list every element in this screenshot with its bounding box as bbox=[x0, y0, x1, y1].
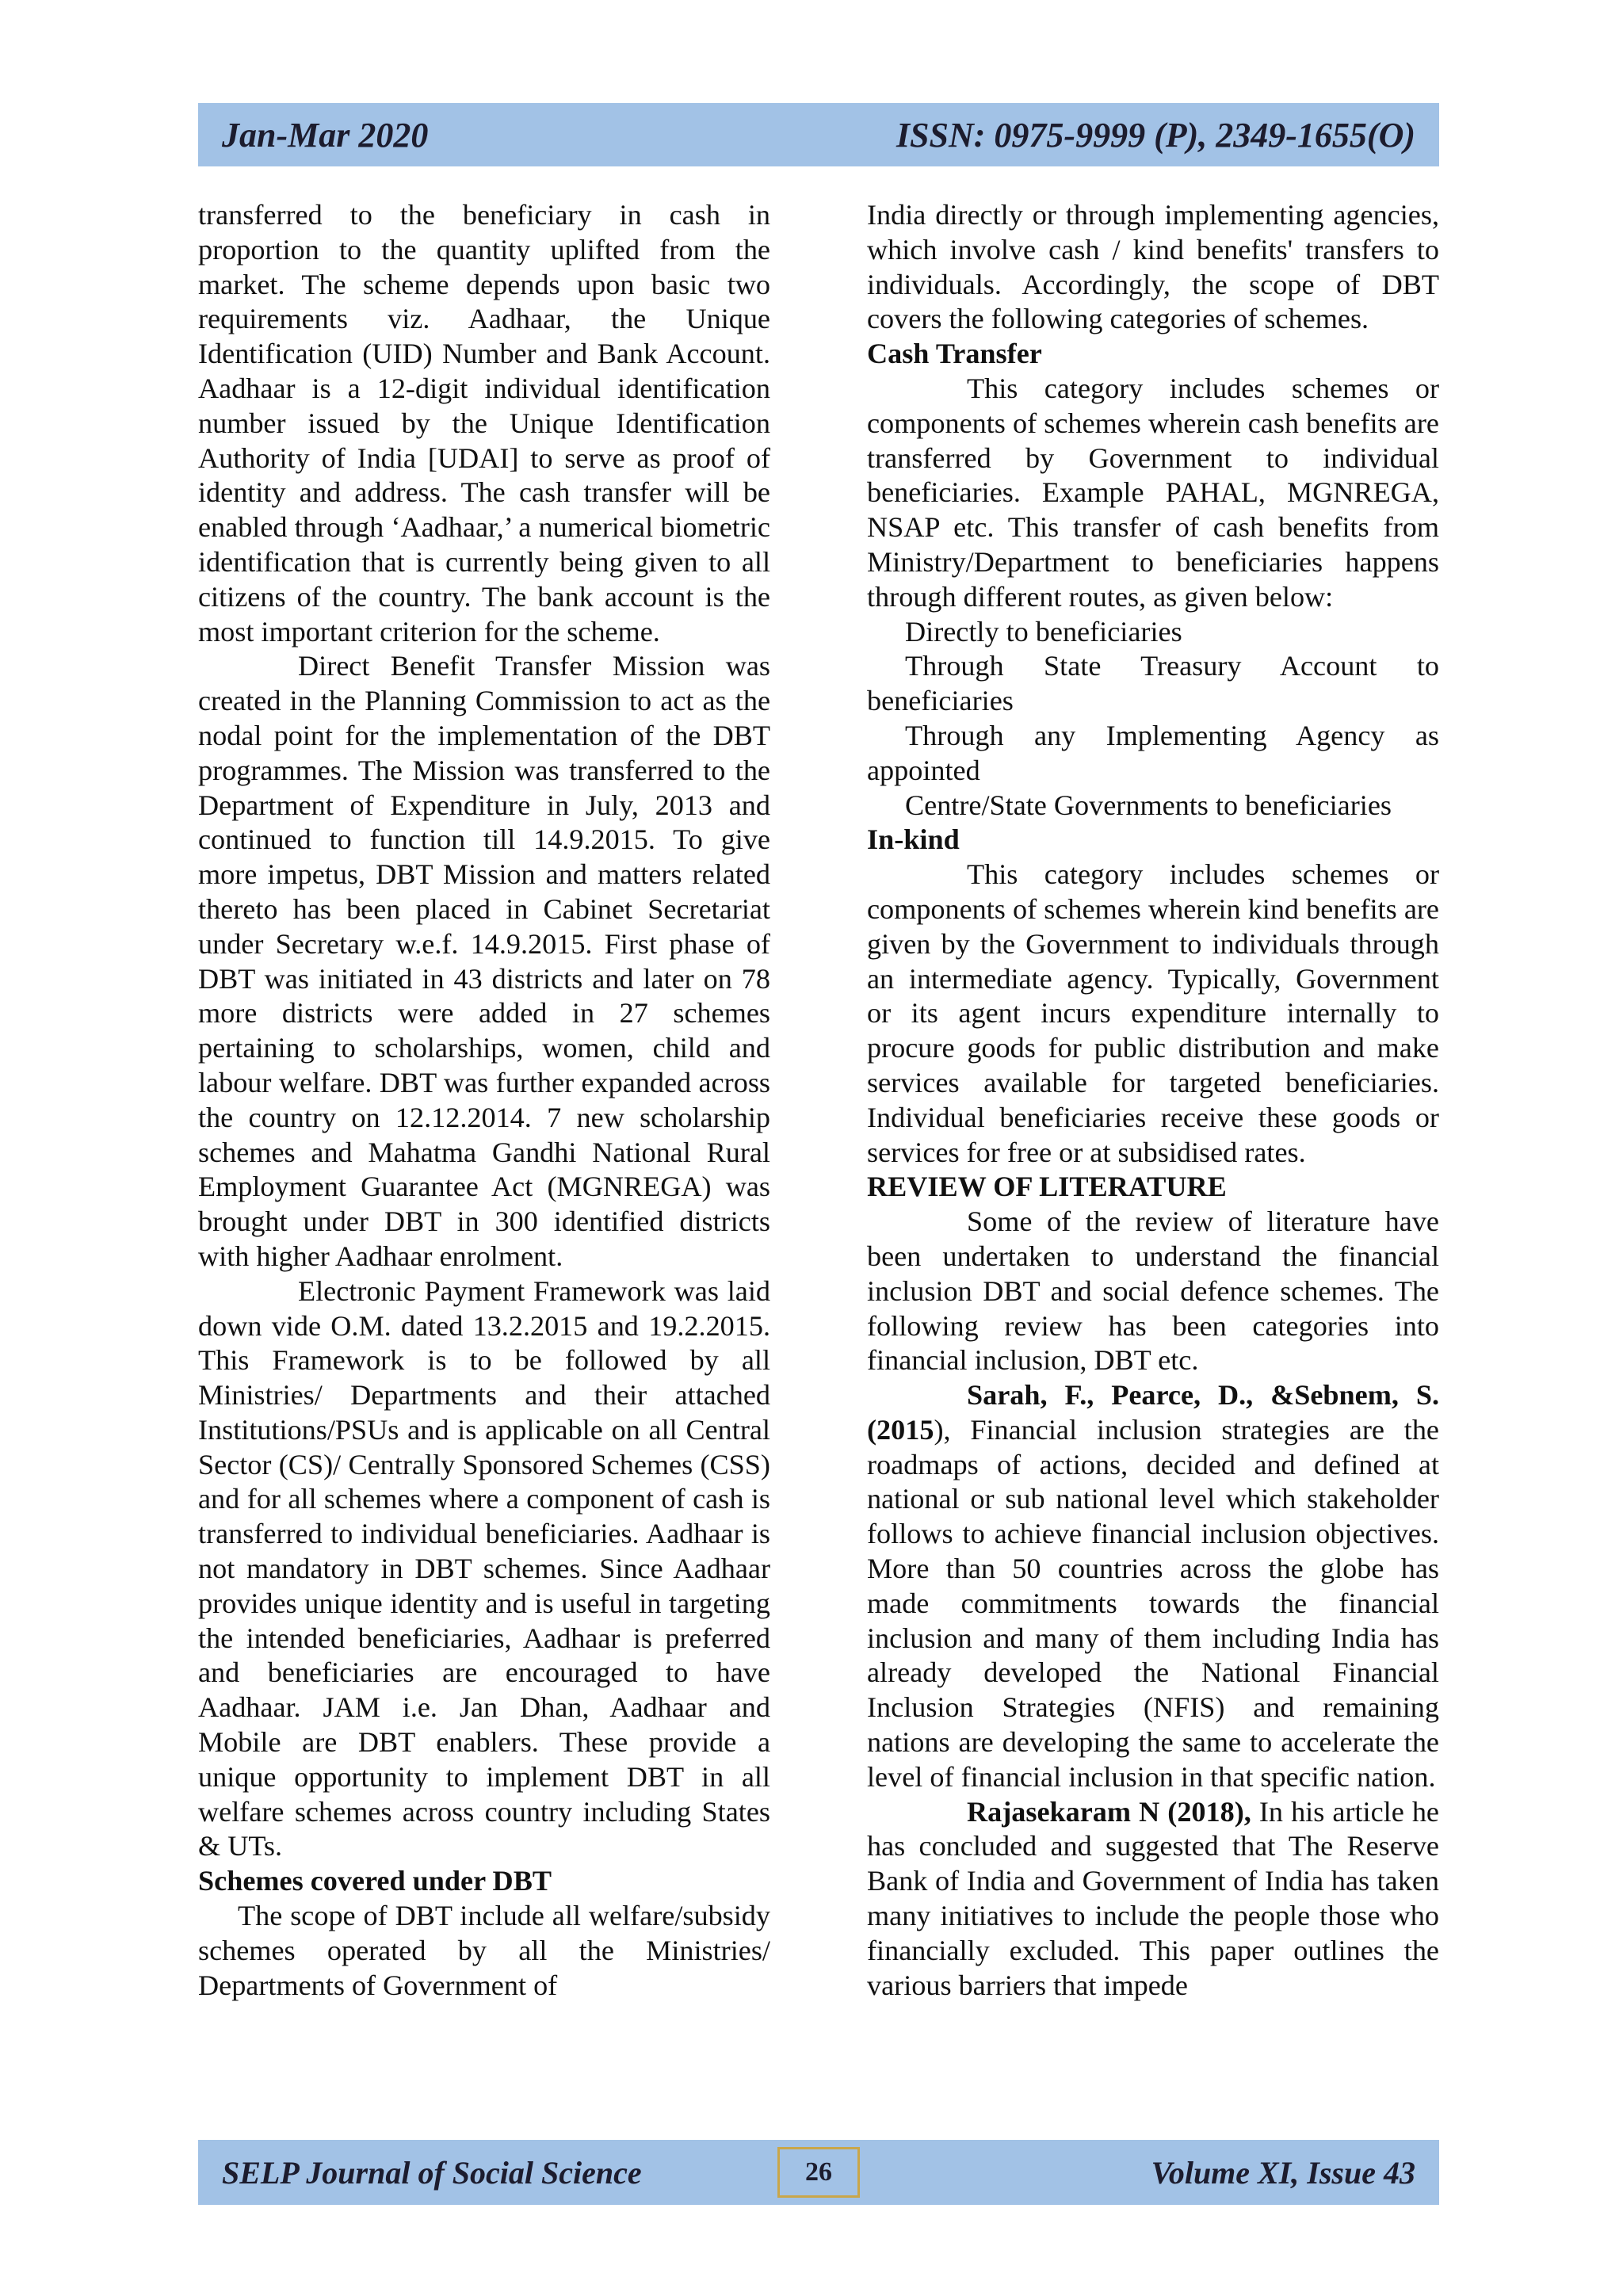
page-header bbox=[198, 103, 1439, 166]
reference-author: Rajasekaram N (2018), bbox=[967, 1795, 1251, 1828]
page-footer bbox=[198, 2140, 1439, 2205]
list-item: Centre/State Governments to beneficiaries bbox=[905, 789, 1392, 821]
paragraph: The scope of DBT include all welfare/subsidy schemes operated by all the Ministries/ Departments of Government of bbox=[198, 1900, 770, 2001]
section-heading-schemes: Schemes covered under DBT bbox=[198, 1865, 552, 1897]
volume-issue: Volume XI, Issue 43 bbox=[1151, 2154, 1415, 2191]
issue-date: Jan-Mar 2020 bbox=[222, 115, 429, 155]
right-column bbox=[867, 198, 1439, 2003]
list-item: Through any Implementing Agency as appointed bbox=[867, 719, 1439, 786]
reference-paragraph bbox=[867, 1378, 1439, 1795]
reference-text: In his article he has concluded and suggested that The Reserve Bank of India and Government of India has taken many initiatives to include the people those who financially excluded. This paper outlines the various barriers that impede bbox=[867, 1795, 1439, 2001]
list-item: Through State Treasury Account to beneficiaries bbox=[867, 650, 1439, 717]
reference-author: Sarah, F., Pearce, D., &Sebnem, S. bbox=[967, 1379, 1439, 1412]
paragraph: transferred to the beneficiary in cash in proportion to the quantity uplifted from the market. The scheme depends upon basic two requirements viz. Aadhaar, the Unique Identification (UID) Number and Bank Account. Aadhaar is a 12-digit individual identification number issued by the Unique Identification Authority of India [UDAI] to serve as proof of identity and address. The cash transfer will be enabled through ‘Aadhaar,’ a numerical biometric identification that is currently being given to all citizens of the country. The bank account is the most important criterion for the scheme. bbox=[198, 199, 770, 648]
paragraph: India directly or through implementing agencies, which involve cash / kind benefits' transfers to individuals. Accordingly, the scope of DBT covers the following categories of schemes. bbox=[867, 199, 1439, 335]
section-heading-in-kind: In-kind bbox=[867, 823, 960, 856]
paragraph: This category includes schemes or components of schemes wherein kind benefits are given by the Government to individuals through an intermediate agency. Typically, Government or its agent incurs expenditure internally to procure goods for public distribution and make services available for targeted beneficiaries. Individual beneficiaries receive these goods or services for free or at subsidised rates. bbox=[867, 858, 1439, 1168]
reference-paragraph bbox=[867, 1795, 1439, 2004]
issn: ISSN: 0975-9999 (P), 2349-1655(O) bbox=[896, 115, 1415, 155]
left-column bbox=[198, 198, 770, 2003]
list-item: Directly to beneficiaries bbox=[905, 615, 1182, 648]
section-heading-cash-transfer: Cash Transfer bbox=[867, 338, 1042, 370]
paragraph: Direct Benefit Transfer Mission was created in the Planning Commission to act as the nodal point for the implementation of the DBT programmes. The Mission was transferred to the Department of Expenditure in July, 2013 and continued to function till 14.9.2015. To give more impetus, DBT Mission and matters related thereto has been placed in Cabinet Secretariat under Secretary w.e.f. 14.9.2015. First phase of DBT was initiated in 43 districts and later on 78 more districts were added in 27 schemes pertaining to scholarships, women, child and labour welfare. DBT was further expanded across the country on 12.12.2014. 7 new scholarship schemes and Mahatma Gandhi National Rural Employment Guarantee Act (MGNREGA) was brought under DBT in 300 identified districts with higher Aadhaar enrolment. bbox=[198, 650, 770, 1272]
reference-year: (2015 bbox=[867, 1413, 934, 1446]
paragraph: This category includes schemes or components of schemes wherein cash benefits are transferred by Government to individual beneficiaries. Example PAHAL, MGNREGA, NSAP etc. This transfer of cash benefits from Ministry/Department to beneficiaries happens through different routes, as given below: bbox=[867, 372, 1439, 613]
page-number: 26 bbox=[777, 2147, 860, 2198]
journal-name: SELP Journal of Social Science bbox=[222, 2154, 642, 2191]
paragraph: Electronic Payment Framework was laid down vide O.M. dated 13.2.2015 and 19.2.2015. This Framework is to be followed by all Ministries/ Departments and their attached Institutions/PSUs and is applicable on all Central Sector (CS)/ Centrally Sponsored Schemes (CSS) and for all schemes where a component of cash is transferred to individual beneficiaries. Aadhaar is not mandatory in DBT schemes. Since Aadhaar provides unique identity and is useful in targeting the intended beneficiaries, Aadhaar is preferred and beneficiaries are encouraged to have Aadhaar. JAM i.e. Jan Dhan, Aadhaar and Mobile are DBT enablers. These provide a unique opportunity to implement DBT in all welfare schemes across country including States & UTs. bbox=[198, 1274, 770, 1862]
reference-text: ), Financial inclusion strategies are the roadmaps of actions, decided and defined at national or sub national level which stakeholder follows to achieve financial inclusion objectives. More than 50 countries across the globe has made commitments towards the financial inclusion and many of them including India has already developed the National Financial Inclusion Strategies (NFIS) and remaining nations are developing the same to accelerate the level of financial inclusion in that specific nation. bbox=[867, 1413, 1439, 1793]
paragraph: Some of the review of literature have been undertaken to understand the financial inclusion DBT and social defence schemes. The following review has been categories into financial inclusion, DBT etc. bbox=[867, 1205, 1439, 1377]
section-heading-review: REVIEW OF LITERATURE bbox=[867, 1171, 1227, 1203]
